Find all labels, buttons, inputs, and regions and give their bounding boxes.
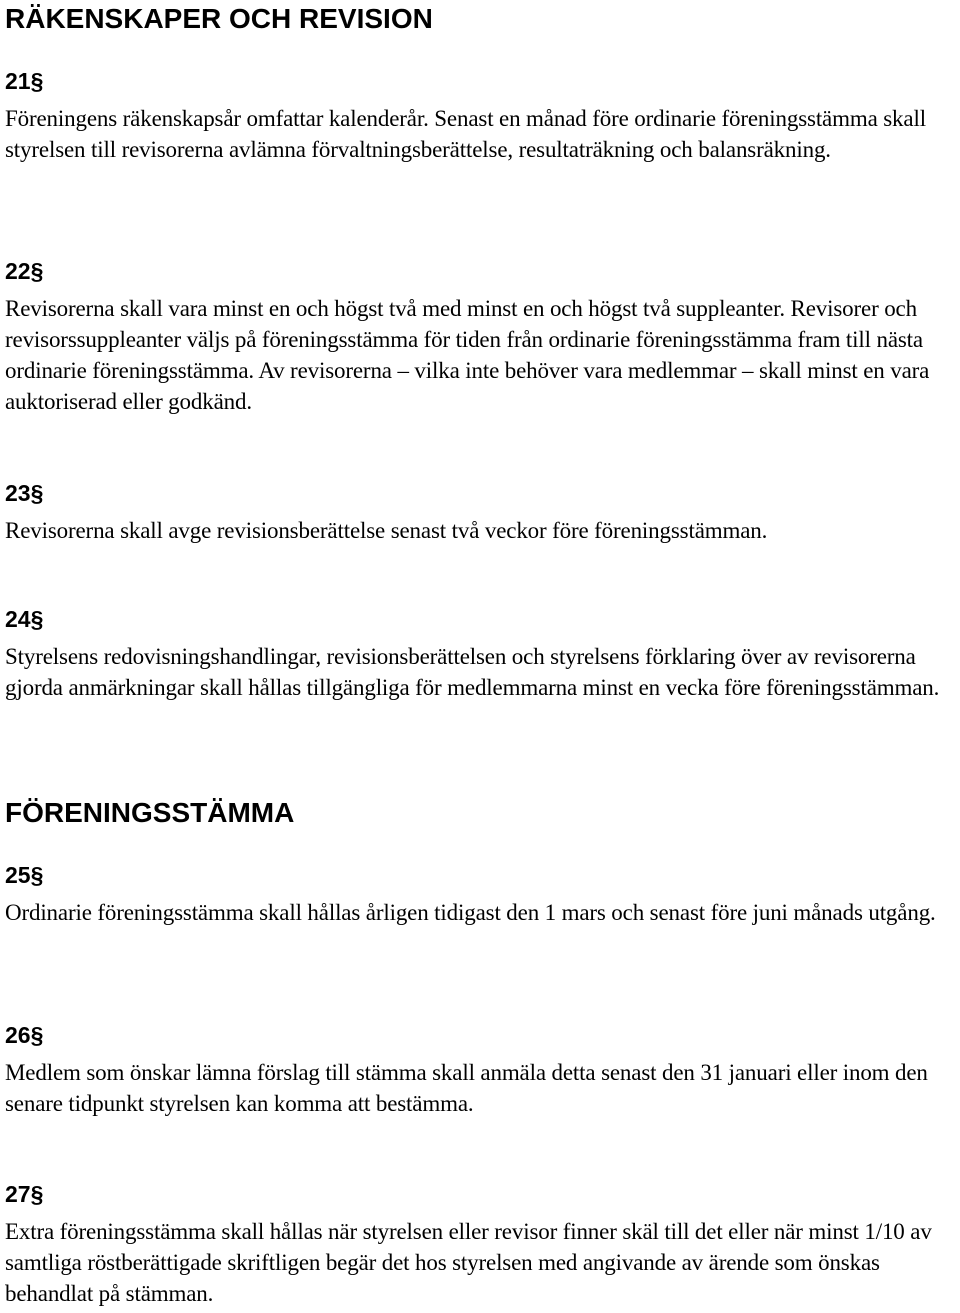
section-23	[5, 479, 955, 546]
section-text: Revisorerna skall vara minst en och högst två med minst en och högst två suppleanter. Revisorer och revisorssuppleanter väljs på föreningsstämma för tiden från ordinarie föreningsstämma fram till nästa ordinarie föreningsstämma. Av revisorerna – vilka inte behöver vara medlemmar – skall minst en vara auktoriserad eller godkänd.	[5, 296, 930, 414]
section-text: Revisorerna skall avge revisionsberättelse senast två veckor före föreningsstämman.	[5, 518, 768, 543]
section-number: 24§	[5, 606, 44, 632]
section-25	[5, 861, 955, 928]
section-number: 23§	[5, 480, 44, 506]
heading-rakenskaper-och-revision: RÄKENSKAPER OCH REVISION	[5, 3, 433, 34]
section-24	[5, 605, 955, 703]
section-number: 22§	[5, 258, 44, 284]
section-21	[5, 67, 955, 165]
section-27	[5, 1180, 955, 1309]
section-text: Medlem som önskar lämna förslag till stämma skall anmäla detta senast den 31 januari eller inom den senare tidpunkt styrelsen kan komma att bestämma.	[5, 1060, 928, 1116]
section-number: 26§	[5, 1022, 44, 1048]
section-text: Styrelsens redovisningshandlingar, revisionsberättelsen och styrelsens förklaring över av revisorerna gjorda anmärkningar skall hållas tillgängliga för medlemmarna minst en vecka före föreningsstämman.	[5, 644, 940, 700]
section-text: Föreningens räkenskapsår omfattar kalenderår. Senast en månad före ordinarie föreningsstämma skall styrelsen till revisorerna avlämna förvaltningsberättelse, resultaträkning och balansräkning.	[5, 106, 926, 162]
section-number: 25§	[5, 862, 44, 888]
section-number: 21§	[5, 68, 44, 94]
heading-foreningsstamma: FÖRENINGSSTÄMMA	[5, 797, 295, 828]
section-text: Ordinarie föreningsstämma skall hållas årligen tidigast den 1 mars och senast före juni månads utgång.	[5, 900, 936, 925]
section-number: 27§	[5, 1181, 44, 1207]
section-26	[5, 1021, 955, 1119]
section-22	[5, 257, 955, 417]
section-text: Extra föreningsstämma skall hållas när styrelsen eller revisor finner skäl till det eller när minst 1/10 av samtliga röstberättigade skriftligen begär det hos styrelsen med angivande av ärende som önskas behandlat på stämman.	[5, 1219, 932, 1306]
